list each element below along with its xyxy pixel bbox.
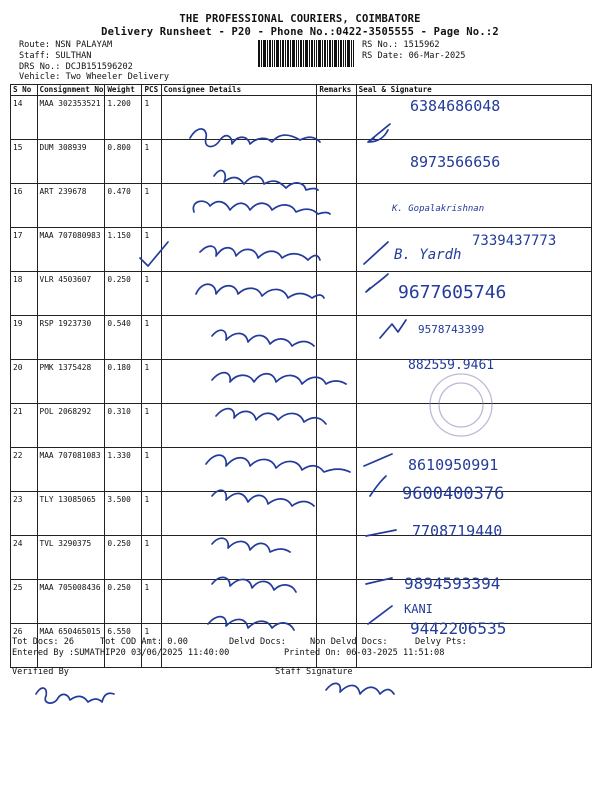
handwritten-phone-row-25: 9894593394	[404, 574, 501, 593]
cell-consignment: MAA 705008436	[37, 580, 105, 624]
handwritten-phone-row-22: 8610950991	[408, 456, 499, 474]
cell-pcs: 1	[142, 316, 161, 360]
cell-seal-signature	[356, 228, 591, 272]
cell-sno: 14	[11, 96, 38, 140]
cell-seal-signature	[356, 536, 591, 580]
cell-pcs: 1	[142, 360, 161, 404]
non-delivered-docs: Non Delvd Docs:	[310, 637, 388, 647]
cell-seal-signature	[356, 184, 591, 228]
cell-sno: 26	[11, 624, 38, 668]
cell-seal-signature	[356, 448, 591, 492]
drs-number: DRS No.: DCJB151596202	[19, 62, 133, 72]
cell-consignment: TLY 13085065	[37, 492, 105, 536]
cell-consignee-details	[161, 228, 317, 272]
cell-consignment: MAA 707081083	[37, 448, 105, 492]
cell-weight: 0.310	[105, 404, 142, 448]
cell-sno: 19	[11, 316, 38, 360]
handwritten-phone-row-18: 9677605746	[398, 282, 507, 303]
cell-consignment: POL 2068292	[37, 404, 105, 448]
rs-date: RS Date: 06-Mar-2025	[362, 51, 466, 61]
cell-pcs: 1	[142, 184, 161, 228]
handwritten-phone-row-24: 7708719440	[412, 522, 503, 540]
cell-consignment: MAA 707080983	[37, 228, 105, 272]
cell-sno: 25	[11, 580, 38, 624]
cell-weight: 1.150	[105, 228, 142, 272]
cell-consignee-details	[161, 272, 317, 316]
company-title: THE PROFESSIONAL COURIERS, COIMBATORE	[179, 13, 421, 25]
cell-remarks	[317, 404, 356, 448]
barcode-image	[258, 40, 354, 67]
cell-pcs: 1	[142, 624, 161, 668]
table-row	[11, 404, 592, 448]
cell-remarks	[317, 360, 356, 404]
handwritten-phone-row-19: 9578743399	[418, 323, 485, 336]
cell-seal-signature	[356, 316, 591, 360]
total-docs: Tot Docs: 26	[12, 637, 75, 647]
cell-consignment: ART 239678	[37, 184, 105, 228]
handwritten-name-row-16: K. Gopalakrishnan	[392, 204, 485, 214]
header-pcs: PCS	[142, 85, 161, 96]
table-row	[11, 624, 592, 668]
cell-pcs: 1	[142, 140, 161, 184]
verified-by-label: Verified By	[12, 667, 69, 677]
table-row	[11, 492, 592, 536]
cell-weight: 0.800	[105, 140, 142, 184]
cell-weight: 0.470	[105, 184, 142, 228]
cell-weight: 3.500	[105, 492, 142, 536]
header-seal-signature: Seal & Signature	[356, 85, 591, 96]
vehicle-label: Vehicle: Two Wheeler Delivery	[19, 72, 170, 82]
cell-seal-signature	[356, 404, 591, 448]
runsheet-table	[10, 84, 592, 668]
cell-sno: 18	[11, 272, 38, 316]
cell-pcs: 1	[142, 404, 161, 448]
staff-signature-label: Staff Signature	[275, 667, 353, 677]
handwritten-name-row-26: KANI	[404, 602, 433, 616]
cell-sno: 22	[11, 448, 38, 492]
cell-seal-signature	[356, 140, 591, 184]
cell-weight: 1.200	[105, 96, 142, 140]
cell-consignment: MAA 650465015	[37, 624, 105, 668]
cell-consignee-details	[161, 580, 317, 624]
table-row	[11, 536, 592, 580]
cell-consignee-details	[161, 404, 317, 448]
route-label: Route: NSN PALAYAM	[19, 40, 113, 50]
cell-consignment: VLR 4503607	[37, 272, 105, 316]
cell-weight: 0.180	[105, 360, 142, 404]
cell-sno: 15	[11, 140, 38, 184]
cell-weight: 1.330	[105, 448, 142, 492]
cell-remarks	[317, 492, 356, 536]
table-row	[11, 360, 592, 404]
handwritten-phone-row-17: 7339437773	[472, 233, 557, 249]
header-consignment: Consignment No	[37, 85, 105, 96]
cell-seal-signature	[356, 96, 591, 140]
cell-seal-signature	[356, 360, 591, 404]
cell-remarks	[317, 228, 356, 272]
runsheet-subtitle: Delivery Runsheet - P20 - Phone No.:0422-3505555 - Page No.:2	[101, 26, 499, 38]
cell-consignment: PMK 1375428	[37, 360, 105, 404]
delivery-points: Delvy Pts:	[415, 637, 467, 647]
cell-remarks	[317, 448, 356, 492]
entered-by: Entered By :SUMATHIP20 03/06/2025 11:40:00	[12, 648, 230, 658]
cell-weight: 0.540	[105, 316, 142, 360]
handwritten-phone-row-14: 6384686048	[410, 97, 501, 115]
cell-pcs: 1	[142, 580, 161, 624]
cell-remarks	[317, 184, 356, 228]
cell-sno: 24	[11, 536, 38, 580]
cell-consignee-details	[161, 360, 317, 404]
cell-sno: 16	[11, 184, 38, 228]
printed-on: Printed On: 06-03-2025 11:51:08	[284, 648, 445, 658]
cell-remarks	[317, 536, 356, 580]
cell-seal-signature	[356, 492, 591, 536]
cell-consignee-details	[161, 184, 317, 228]
cell-consignment: TVL 3290375	[37, 536, 105, 580]
cell-seal-signature	[356, 624, 591, 668]
header-remarks: Remarks	[317, 85, 356, 96]
cell-sno: 21	[11, 404, 38, 448]
table-row	[11, 448, 592, 492]
cell-seal-signature	[356, 580, 591, 624]
verified-signature	[36, 688, 114, 703]
cell-sno: 20	[11, 360, 38, 404]
header-sno: S No	[11, 85, 38, 96]
header-weight: Weight	[105, 85, 142, 96]
table-header-row	[11, 85, 592, 96]
handwritten-phone-row-20: 882559.9461	[408, 358, 495, 373]
cell-weight: 6.550	[105, 624, 142, 668]
cell-consignee-details	[161, 140, 317, 184]
handwritten-phone-row-15: 8973566656	[410, 153, 501, 171]
delivered-docs: Delvd Docs:	[229, 637, 286, 647]
table-row	[11, 580, 592, 624]
cell-seal-signature	[356, 272, 591, 316]
handwritten-name-row-17: B. Yardh	[394, 247, 462, 263]
table-row	[11, 184, 592, 228]
cell-consignee-details	[161, 316, 317, 360]
cell-weight: 0.250	[105, 272, 142, 316]
cell-pcs: 1	[142, 96, 161, 140]
cell-sno: 23	[11, 492, 38, 536]
cell-pcs: 1	[142, 536, 161, 580]
table-row	[11, 96, 592, 140]
handwritten-phone-row-23: 9600400376	[402, 484, 505, 504]
staff-label: Staff: SULTHAN	[19, 51, 92, 61]
total-cod-amount: Tot COD Amt: 0.00	[100, 637, 188, 647]
staff-signature	[326, 683, 394, 694]
cell-consignment: DUM 308939	[37, 140, 105, 184]
rs-number: RS No.: 1515962	[362, 40, 440, 50]
cell-remarks	[317, 580, 356, 624]
cell-remarks	[317, 316, 356, 360]
cell-consignee-details	[161, 536, 317, 580]
cell-consignee-details	[161, 492, 317, 536]
cell-remarks	[317, 272, 356, 316]
handwritten-phone-row-26: 9442206535	[410, 619, 507, 638]
table-row	[11, 272, 592, 316]
cell-consignee-details	[161, 96, 317, 140]
cell-sno: 17	[11, 228, 38, 272]
cell-pcs: 1	[142, 448, 161, 492]
header-consignee: Consignee Details	[161, 85, 317, 96]
cell-pcs: 1	[142, 272, 161, 316]
cell-remarks	[317, 96, 356, 140]
table-row	[11, 316, 592, 360]
cell-remarks	[317, 140, 356, 184]
cell-consignment: MAA 302353521	[37, 96, 105, 140]
cell-weight: 0.250	[105, 536, 142, 580]
table-row	[11, 228, 592, 272]
cell-pcs: 1	[142, 228, 161, 272]
cell-weight: 0.250	[105, 580, 142, 624]
table-row	[11, 140, 592, 184]
cell-consignment: RSP 1923730	[37, 316, 105, 360]
cell-consignee-details	[161, 448, 317, 492]
cell-pcs: 1	[142, 492, 161, 536]
